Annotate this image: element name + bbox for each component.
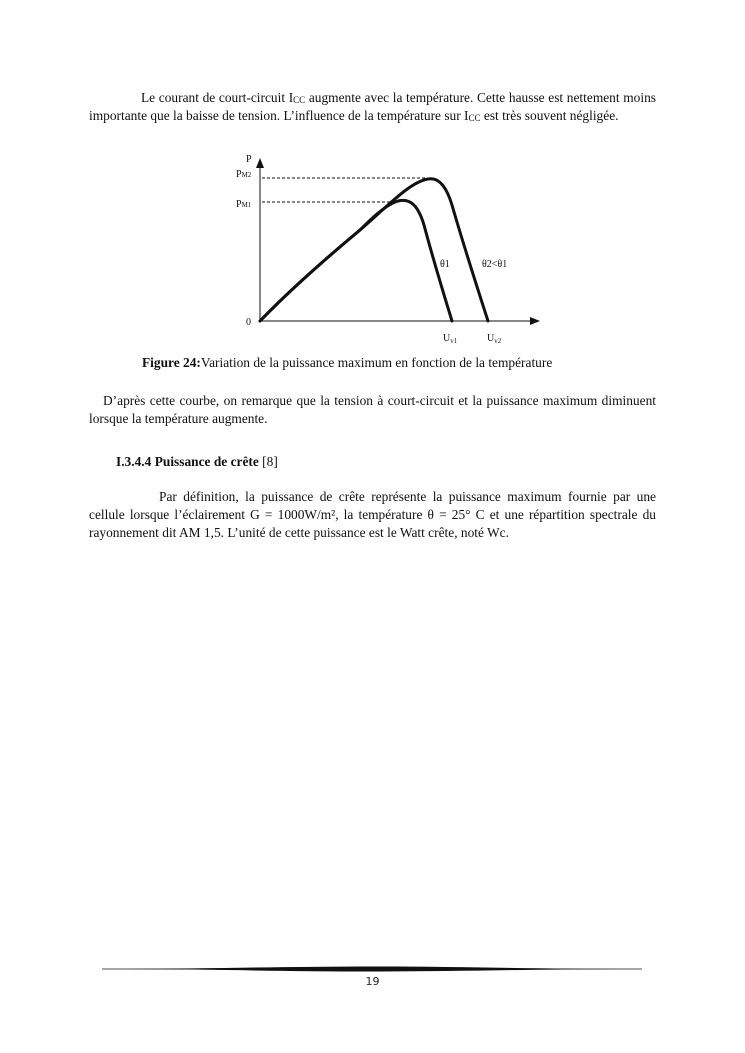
uv1-label: $U_{v1}$ [443,333,458,345]
uv2-label: $U_{v2}$ [487,333,502,345]
origin-label: 0 [246,317,251,328]
section-heading [116,454,278,470]
theta1-label: θ1 [440,259,450,270]
section-title: I.3.4.4 Puissance de crête [116,454,259,469]
paragraph-definition: Par définition, la puissance de crête représente la puissance maximum fournie par une cellule lorsque l’éclairement G = 1000W/m², la température θ = 25° C et une répartition spectrale du rayonnement dit AM 1,5. L’unité de cette puissance est le Watt crête, noté Wc. [89,489,656,540]
pm1-label: PM1 [236,199,252,210]
footer-rule [102,963,642,975]
power-temperature-figure [230,150,550,350]
y-axis-label: P [246,154,252,165]
figure-caption-label: Figure 24: [142,355,201,370]
pm2-label: PM2 [236,169,252,180]
page-number: 19 [365,975,380,988]
figure-background [230,150,550,350]
paragraph-conclusion: D’après cette courbe, on remarque que la tension à court-circuit et la puissance maximum diminuent lorsque la température augmente. [89,393,656,426]
paragraph-icc-temperature: Le courant de court-circuit $I_{CC}$ augmente avec la température. Cette hausse est nettement moins importante que la baisse de tension. L’influence de la température sur $I_{CC}$ est très souvent négligée. [89,90,656,123]
section-reference: [8] [258,454,278,469]
theta2-label: θ2<θ1 [482,259,508,270]
figure-caption-text: Variation de la puissance maximum en fonction de la température [200,355,553,370]
figure-caption [142,355,552,371]
